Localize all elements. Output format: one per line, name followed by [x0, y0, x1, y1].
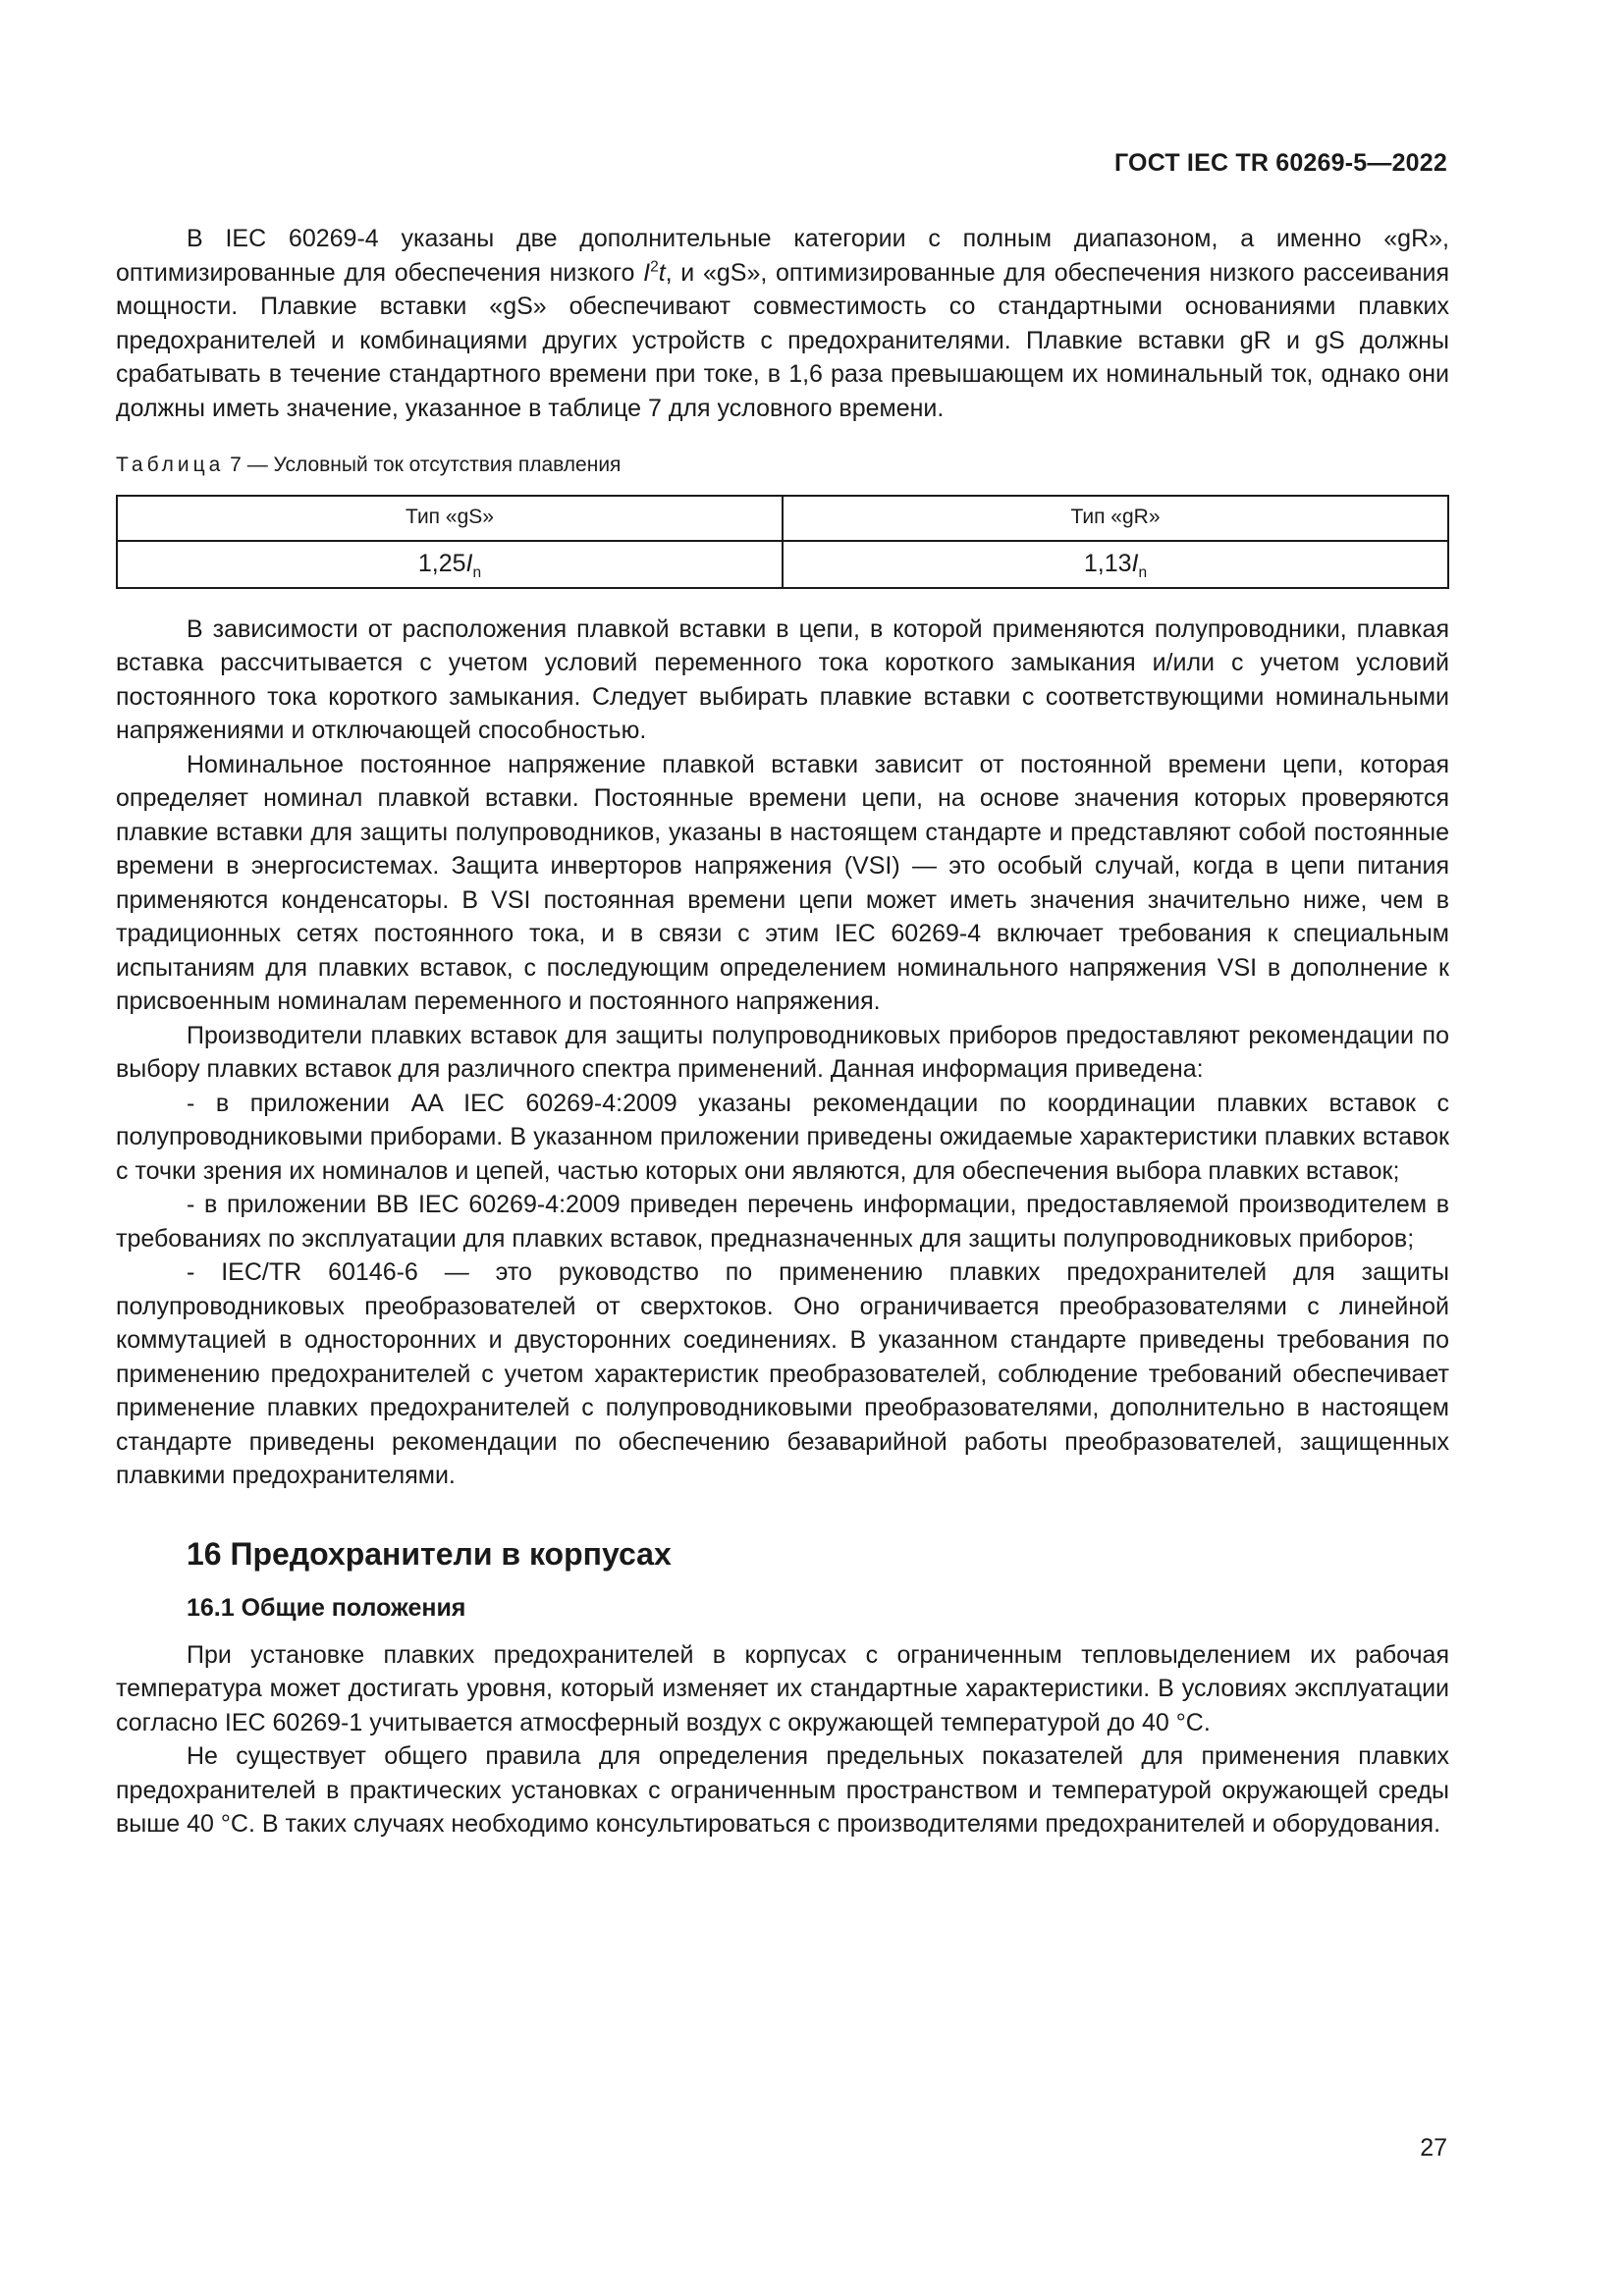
paragraph-text: , и «gS», оптимизированные для обеспечения низкого рассеивания мощности. Плавкие вставки «gS» обеспечивают совместимость со стандартными основаниями плавких предохранителей и комбинациями других устройств с предохранителями. Плавкие вставки gR и gS должны срабатывать в течение стандартного времени при токе, в 1,6 раза превышающем их номинальный ток, однако они должны иметь значение, указанное в таблице 7 для условного времени. — [116, 258, 1450, 422]
unit-subscript: n — [1138, 564, 1148, 582]
paragraph-dc-voltage: Номинальное постоянное напряжение плавкой вставки зависит от постоянной времени цепи, которая определяет номинал плавкой вставки. Постоянные времени цепи, на основе значения которых проверяются плавкие вставки для защиты полупроводников, указаны в настоящем стандарте и представляют собой постоянные времени в энергосистемах. Защита инверторов напряжения (VSI) — это особый случай, когда в цепи питания применяются конденсаторы. В VSI постоянная времени цепи может иметь значения значительно ниже, чем в традиционных сетях постоянного тока, и в связи с этим IEC 60269-4 включает требования к специальным испытаниям для плавких вставок, с последующим определением номинального напряжения VSI в дополнение к присвоенным номиналам переменного и постоянного напряжения. — [116, 750, 1449, 1015]
table-header-row — [117, 496, 1448, 541]
table-7 — [116, 495, 1449, 589]
list-item-annex-bb: - в приложении BB IEC 60269-4:2009 приведен перечень информации, предоставляемой производителем в требованиях по эксплуатации для плавких вставок, предназначенных для защиты полупроводниковых приборов; — [116, 1191, 1449, 1253]
table-header-gr: Тип «gR» — [783, 496, 1448, 541]
formula-i: I — [643, 258, 651, 287]
value-gs: 1,25 — [417, 550, 466, 578]
paragraph-categories — [116, 222, 1449, 425]
paragraph-manufacturers: Производители плавких вставок для защиты полупроводниковых приборов предоставляют рекомендации по выбору плавких вставок для различного спектра применений. Данная информация приведена: — [116, 1021, 1449, 1083]
caption-label: Таблица — [116, 454, 225, 476]
list-item-iec-tr-60146-6: - IEC/TR 60146-6 — это руководство по применению плавких предохранителей для защиты полупроводниковых преобразователей от сверхтоков. Оно ограничивается преобразователями с линейной коммутацией в односторонних и двусторонних соединениях. В указанном стандарте приведены требования по применению предохранителей с учетом характеристик преобразователей, соблюдение требований обеспечивает применение плавких предохранителей с полупроводниковыми преобразователями, дополнительно в настоящем стандарте приведены рекомендации по обеспечению безаварийной работы преобразователей, защищенных плавкими предохранителями. — [116, 1258, 1449, 1489]
paragraph-text: В IEC 60269-4 указаны две дополнительные категории с полным диапазоном, а именно «gR», оптимизированные для обеспечения низкого — [116, 225, 1449, 287]
subsection-heading: 16.1 Общие положения — [187, 1593, 466, 1622]
page-content — [116, 222, 1449, 1842]
page-number: 27 — [1420, 2134, 1447, 2162]
paragraph-no-general-rule: Не существует общего правила для определения предельных показателей для применения плавких предохранителей в практических установках с ограниченным пространством и температурой окружающей среды выше 40 °С. В таких случаях необходимо консультироваться с производителями предохранителей и оборудования. — [116, 1742, 1449, 1838]
paragraph-fuse-position: В зависимости от расположения плавкой вставки в цепи, в которой применяются полупроводники, плавкая вставка рассчитывается с учетом условий переменного тока короткого замыкания и/или с учетом условий постоянного тока короткого замыкания. Следует выбирать плавкие вставки с соответствующими номинальными напряжениями и отключающей способностью. — [116, 614, 1449, 744]
value-gr: 1,13 — [1083, 550, 1132, 578]
formula-exponent: 2 — [650, 258, 659, 276]
unit-subscript: n — [472, 564, 482, 582]
table-caption — [116, 449, 1449, 483]
caption-title: 7 — Условный ток отсутствия плавления — [224, 454, 622, 476]
table-row — [117, 541, 1448, 588]
list-item-annex-aa: - в приложении AA IEC 60269-4:2009 указаны рекомендации по координации плавких вставок с полупроводниковыми приборами. В указанном приложении приведены ожидаемые характеристики плавких вставок с точки зрения их номиналов и цепей, частью которых они являются, для обеспечения выбора плавких вставок; — [116, 1089, 1449, 1185]
document-code-header: ГОСТ IEC TR 60269-5—2022 — [1114, 149, 1447, 177]
unit-i: I — [465, 550, 473, 578]
unit-i: I — [1131, 550, 1139, 578]
paragraph-enclosure-temperature: При установке плавких предохранителей в корпусах с ограниченным тепловыделением их рабочая температура может достигать уровня, который изменяет их стандартные характеристики. В условиях эксплуатации согласно IEC 60269-1 учитывается атмосферный воздух с окружающей температурой до 40 °С. — [116, 1640, 1449, 1736]
formula-t: t — [658, 258, 666, 287]
table-header-gs: Тип «gS» — [117, 496, 783, 541]
table-cell-gs — [117, 541, 783, 588]
section-heading: 16 Предохранители в корпусах — [187, 1535, 672, 1572]
table-cell-gr — [783, 541, 1448, 588]
